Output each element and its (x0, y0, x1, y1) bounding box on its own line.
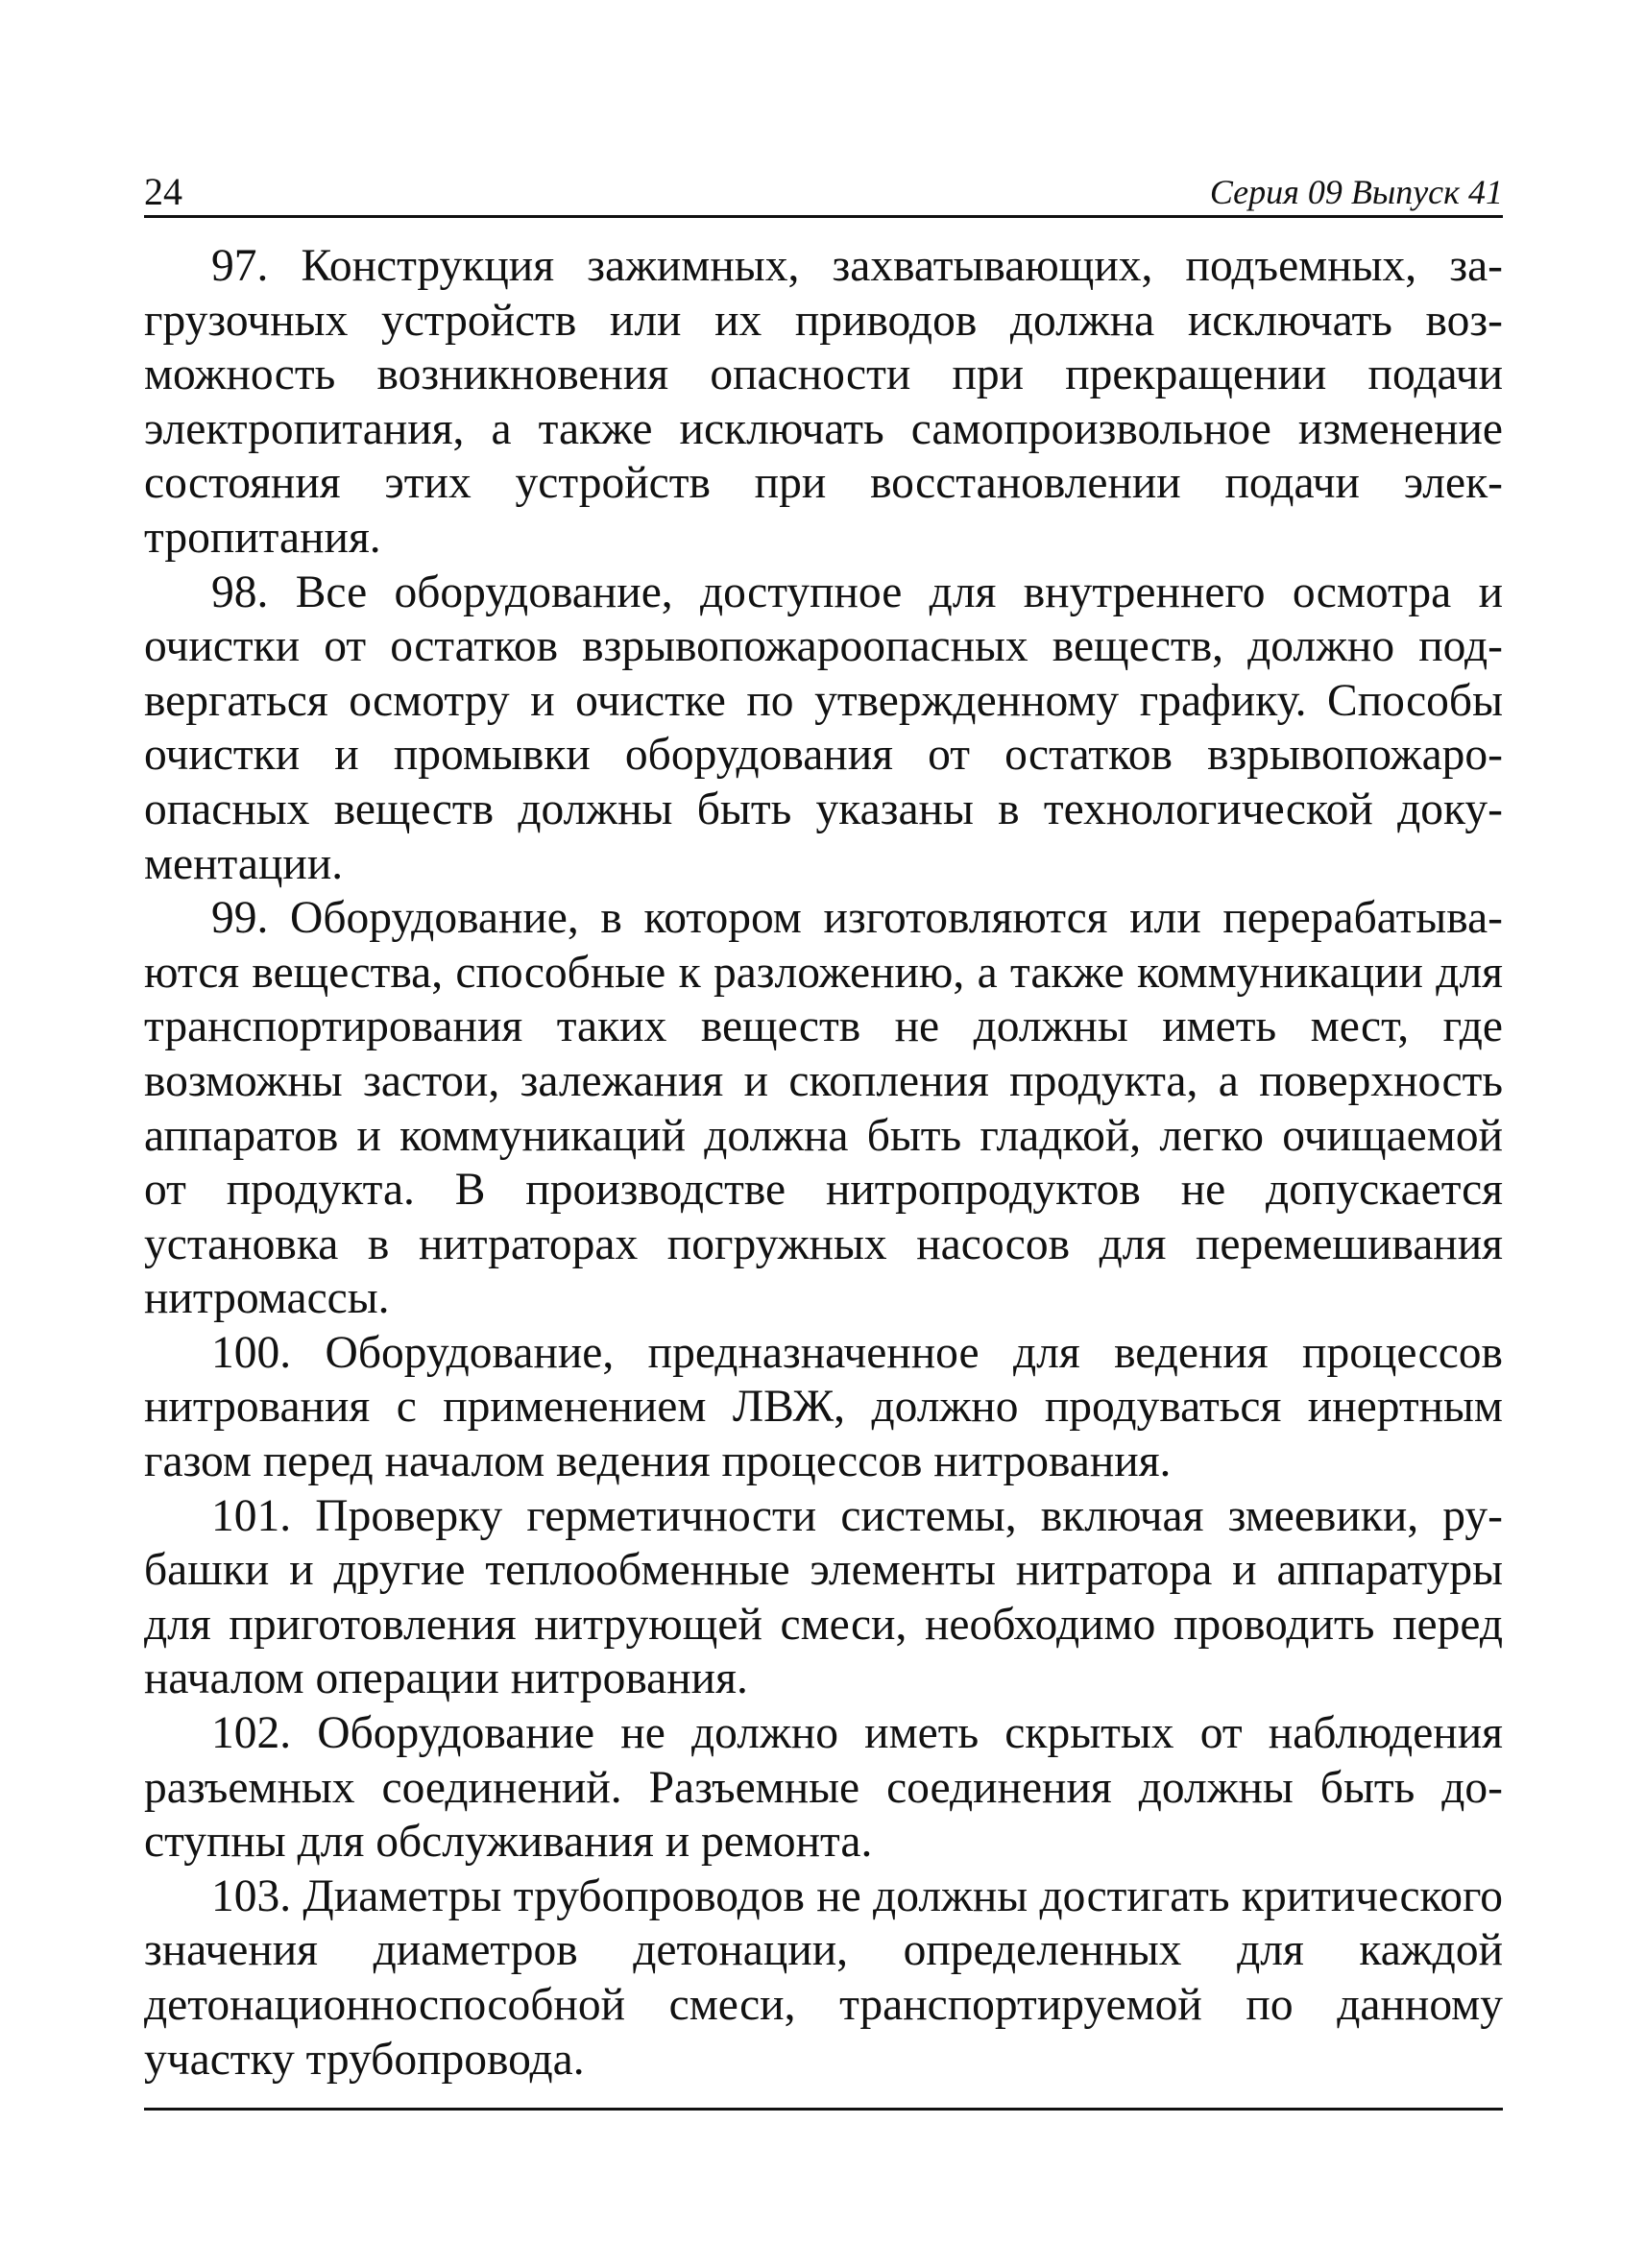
paragraph-97: 97. Конструкция зажимных, захватывающих, подъемных, загрузочных устройств или их приводов должна исключать возможность возникновения опасности при прекращении подачи электропитания, а также исключать самопроизвольное изменение состояния этих устройств при восстановлении подачи электропитания. (144, 241, 1503, 563)
paragraph-102: 102. Оборудование не должно иметь скрытых от наблюдения разъемных соединений. Разъемные соединения должны быть доступны для обслуживания и ремонта. (144, 1708, 1503, 1868)
paragraph-103: 103. Диаметры трубопроводов не должны достигать критического значения диаметров детонации, определенных для каждой детонационноспособной смеси, транспортируемой по данному участку трубопровода. (144, 1870, 1503, 2085)
paragraph-101: 101. Проверку герметичности системы, включая змеевики, рубашки и другие теплообменные элементы нитратора и аппаратуры для приготовления нитрующей смеси, необходимо проводить перед началом операции нитрования. (144, 1490, 1503, 1704)
paragraph-100: 100. Оборудование, предназначенное для ведения процессов нитрования с применением ЛВЖ, должно продуваться инертным газом перед началом ведения процессов нитрования. (144, 1327, 1503, 1487)
paragraph-99: 99. Оборудование, в котором изготовляются или перерабатываются вещества, способные к разложению, а также коммуникации для транспортирования таких веществ не должны иметь мест, где возможны застои, залежания и скопления продукта, а поверхность аппаратов и коммуникаций должна быть гладкой, легко очищаемой от продукта. В производстве нитропродуктов не допускается установка в нитраторах погружных насосов для перемешивания нитромассы. (144, 893, 1503, 1324)
page-header (144, 154, 1503, 218)
running-title: Серия 09 Выпуск 41 (1209, 173, 1503, 211)
page-number: 24 (144, 170, 182, 213)
page-body (144, 239, 1503, 2087)
paragraph-98: 98. Все оборудование, доступное для внутреннего осмотра и очистки от остатков взрывопожароопасных веществ, должно подвергаться осмотру и очистке по утвержденному графику. Способы очистки и промывки оборудования от остатков взрывопожароопасных веществ должны быть указаны в технологической документации. (144, 567, 1503, 889)
document-page (144, 154, 1503, 2111)
bottom-rule (144, 2108, 1503, 2111)
